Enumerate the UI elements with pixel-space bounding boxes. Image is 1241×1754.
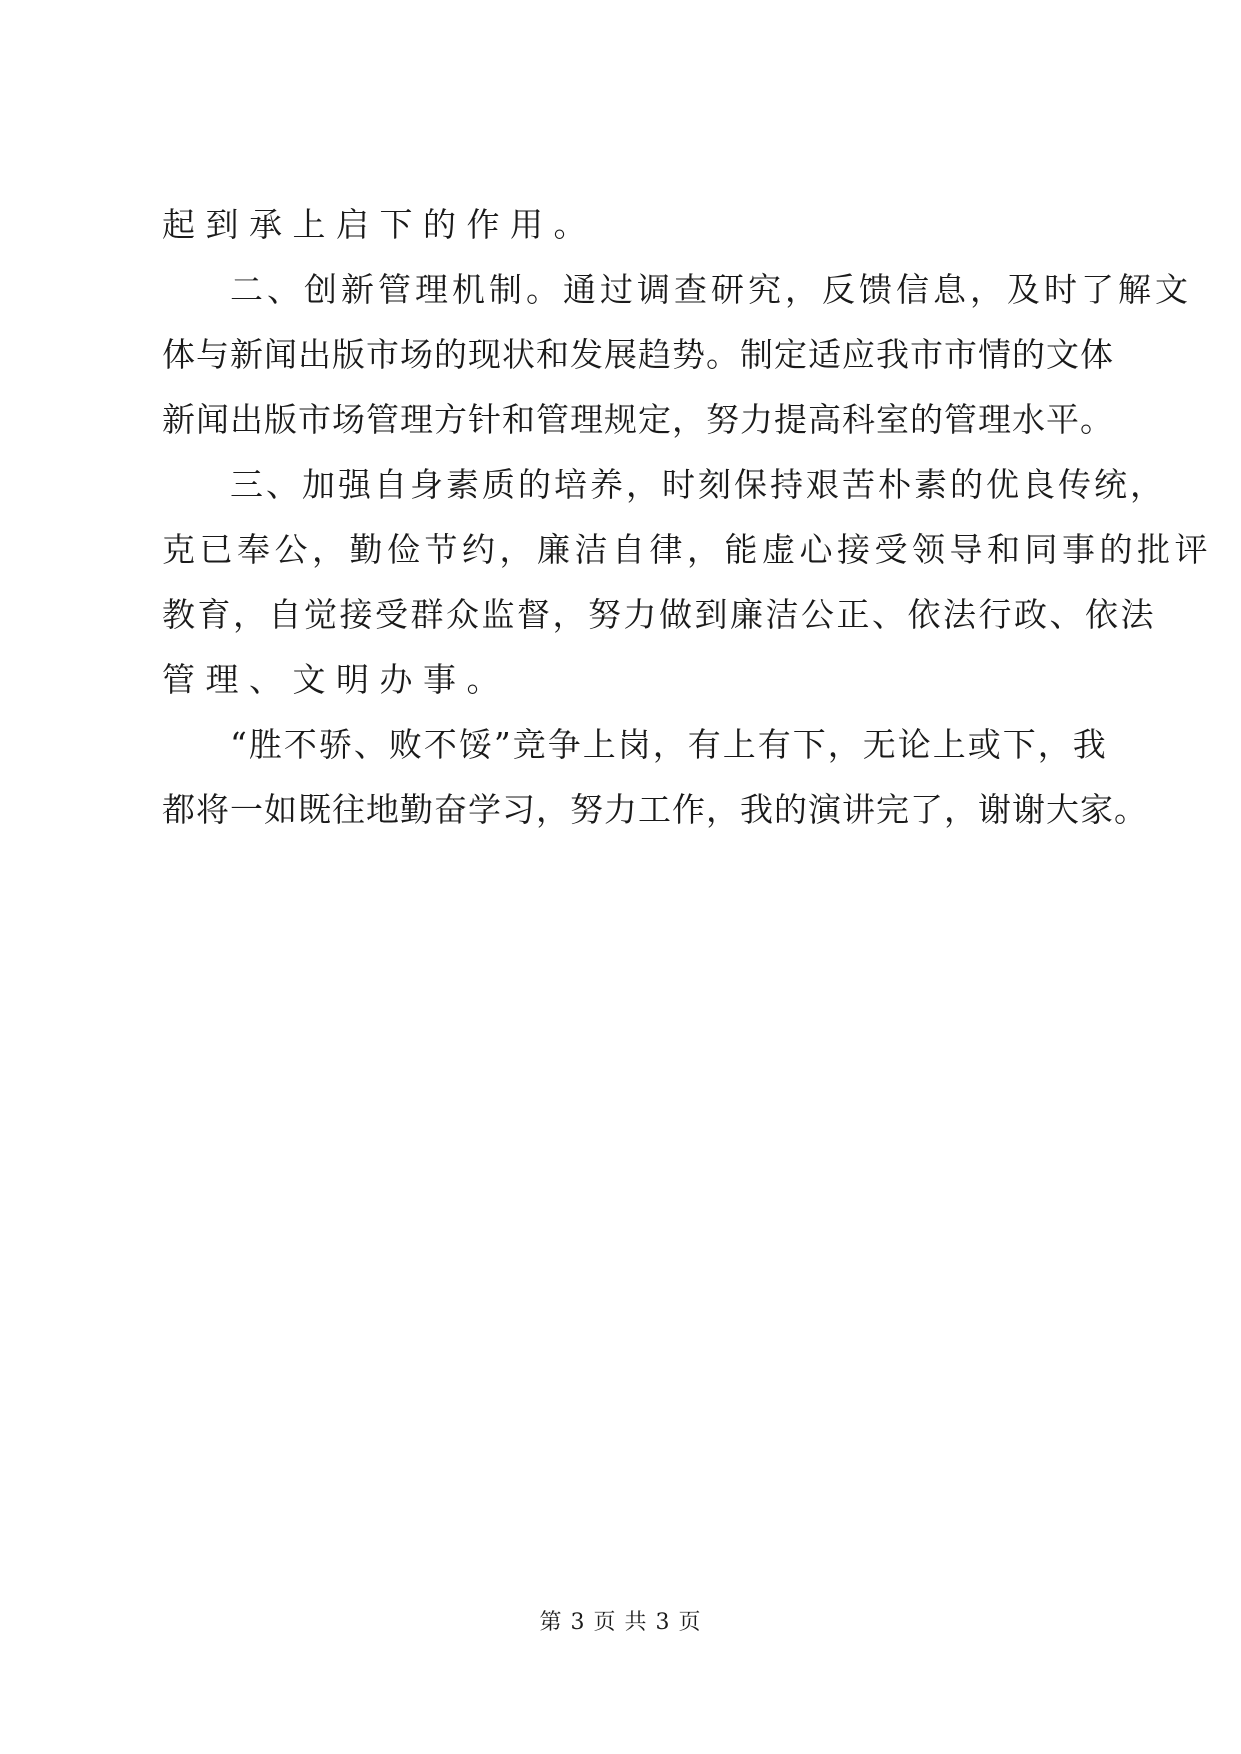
document-body	[162, 205, 1212, 858]
text-line: 二、创新管理机制。通过调查研究，反馈信息，及时了解文	[230, 270, 1192, 309]
text-line: 体与新闻出版市场的现状和发展趋势。制定适应我市市情的文体	[162, 335, 1114, 374]
text-line: “胜不骄、败不馁”竞争上岗，有上有下，无论上或下，我	[230, 725, 1108, 764]
text-line: 三、加强自身素质的培养，时刻保持艰苦朴素的优良传统，	[230, 465, 1166, 504]
text-line: 克已奉公，勤俭节约，廉洁自律，能虚心接受领导和同事的批评	[162, 530, 1212, 569]
text-line: 起到承上启下的作用。	[162, 205, 597, 244]
text-line: 新闻出版市场管理方针和管理规定，努力提高科室的管理水平。	[162, 400, 1114, 439]
text-line: 都将一如既往地勤奋学习，努力工作，我的演讲完了，谢谢大家。	[162, 790, 1148, 829]
text-line: 教育，自觉接受群众监督，努力做到廉洁公正、依法行政、依法	[162, 595, 1156, 634]
text-line: 管理、文明办事。	[162, 660, 510, 699]
page-number-footer: 第 3 页 共 3 页	[539, 1610, 702, 1635]
